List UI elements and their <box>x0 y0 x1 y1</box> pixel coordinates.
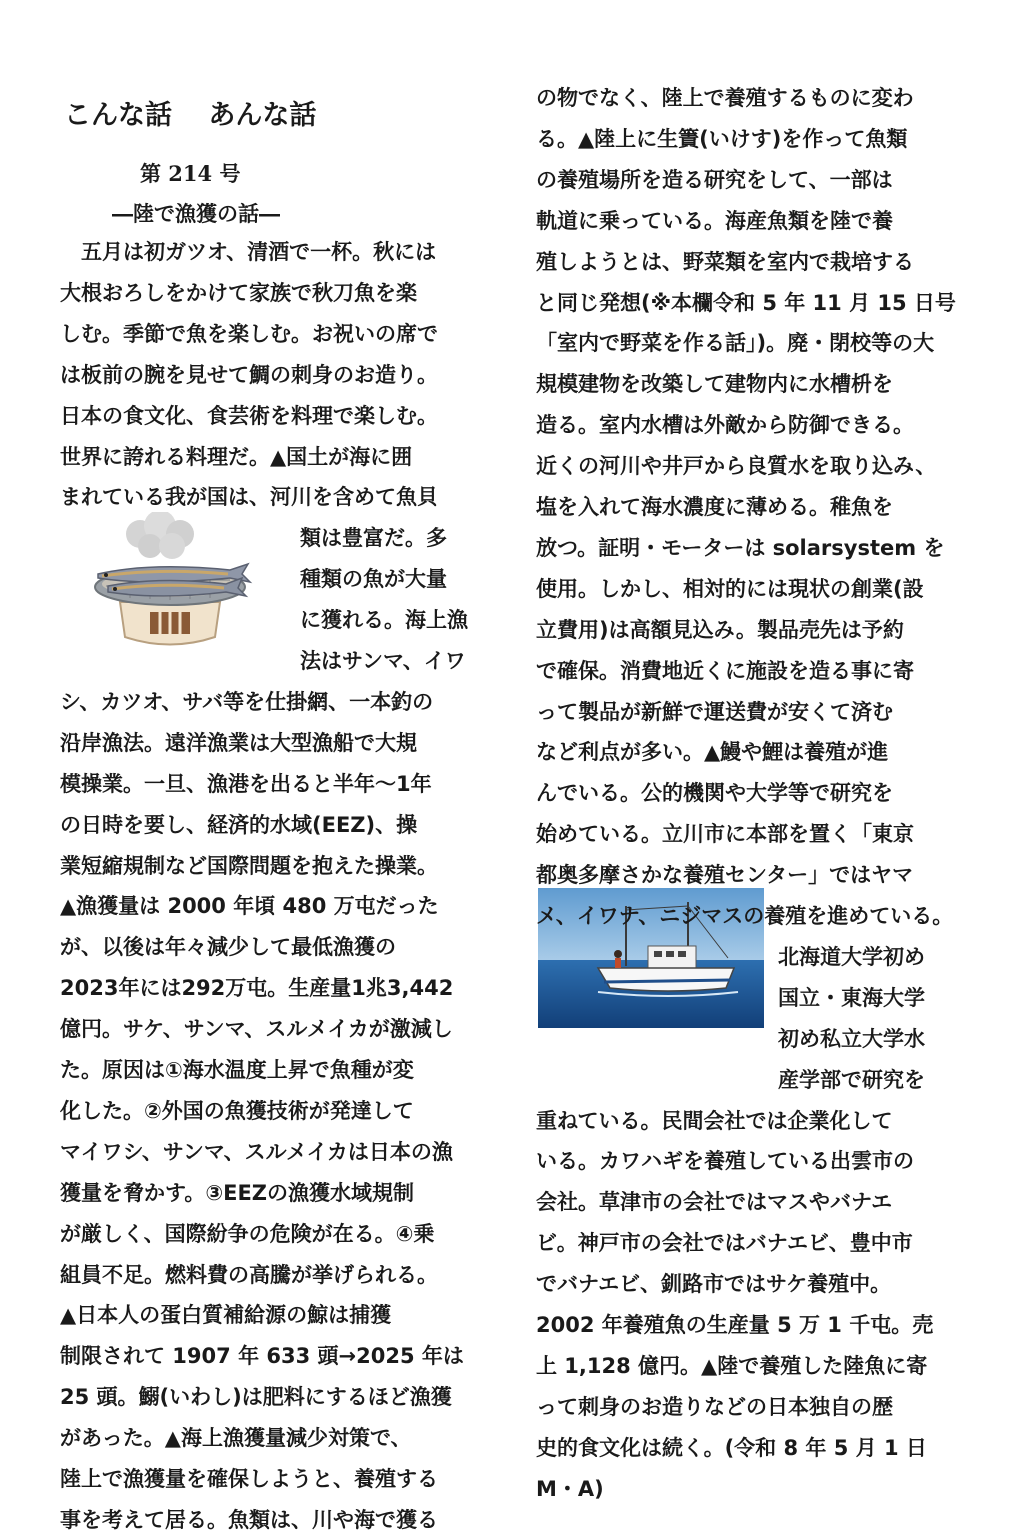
left-column-line: 五月は初ガツオ、清酒で一杯。秋には <box>60 240 437 264</box>
right-column-line: で確保。消費地近くに施設を造る事に寄 <box>536 658 914 683</box>
right-column-line: 都奥多摩さかな養殖センター」ではヤマ <box>536 863 914 888</box>
right-column-line: 会社。草津市の会社ではマスやバナエ <box>536 1190 893 1215</box>
left-column-line: が、以後は年々減少して最低漁獲の <box>60 935 396 960</box>
right-column-line: メ、イワナ、ニジマスの養殖を進めている。 <box>536 904 954 928</box>
left-column-line: 模操業。一旦、漁港を出ると半年～1年 <box>60 771 432 796</box>
left-column-line: 陸上で漁獲量を確保しようと、養殖する <box>60 1467 438 1491</box>
left-column-line: 類は豊富だ。多 <box>300 526 447 551</box>
left-column-line: マイワシ、サンマ、スルメイカは日本の漁 <box>60 1139 453 1164</box>
left-column-line: 世界に誇れる料理だ。▲国土が海に囲 <box>60 444 413 469</box>
right-column-line: 「室内で野菜を作る話」)。廃・閉校等の大 <box>536 331 935 356</box>
right-column-line: 史的食文化は続く。(令和 8 年 5 月 1 日 <box>536 1435 927 1460</box>
right-column-line: 北海道大学初め <box>778 944 925 969</box>
left-column-line: シ、カツオ、サバ等を仕掛網、一本釣の <box>60 689 434 714</box>
left-column-line: 化した。②外国の魚獲技術が発達して <box>60 1098 414 1123</box>
left-column-line: 種類の魚が大量 <box>300 567 447 592</box>
left-column-line: 法はサンマ、イワ <box>300 649 466 673</box>
left-column-line: が厳しく、国際紛争の危険が在る。④乗 <box>60 1221 435 1246</box>
right-column-line: など利点が多い。▲鰻や鯉は養殖が進 <box>536 740 889 765</box>
right-column-line: いる。カワハギを養殖している出雲市の <box>536 1149 914 1174</box>
right-column-line: 始めている。立川市に本部を置く「東京 <box>536 822 914 847</box>
right-column-line: 近くの河川や井戸から良質水を取り込み、 <box>536 454 937 479</box>
issue-number: 第 214 号 <box>140 161 241 186</box>
right-column-line: 産学部で研究を <box>778 1067 925 1092</box>
right-column-line: 規模建物を改築して建物内に水槽枡を <box>536 372 893 397</box>
left-column-line: に獲れる。海上漁 <box>300 608 468 633</box>
right-column-line: でバナエビ、釧路市ではサケ養殖中。 <box>536 1272 892 1297</box>
left-column-line: 日本の食文化、食芸術を料理で楽しむ。 <box>60 403 438 428</box>
right-column-line: 軌道に乗っている。海産魚類を陸で養 <box>536 208 893 233</box>
left-column-line: の日時を要し、経済的水域(EEZ)、操 <box>60 812 418 837</box>
right-column-line: M・A) <box>536 1476 604 1501</box>
column-title: こんな話 あんな話 <box>64 100 317 131</box>
left-column-line: 沿岸漁法。遠洋漁業は大型漁船で大規 <box>60 730 417 755</box>
right-column-line: 重ねている。民間会社では企業化して <box>536 1108 893 1133</box>
right-column-line: 使用。しかし、相対的には現状の創業(設 <box>536 576 924 601</box>
left-column-line: しむ。季節で魚を楽しむ。お祝いの席で <box>60 321 438 346</box>
right-column-line: 上 1,128 億円。▲陸で養殖した陸魚に寄 <box>536 1353 928 1378</box>
left-column-line: まれている我が国は、河川を含めて魚貝 <box>60 485 438 510</box>
right-column-line: 放つ。証明・モーターは solarsystem を <box>536 535 945 560</box>
right-column-line: って刺身のお造りなどの日本独自の歴 <box>536 1394 893 1419</box>
left-column-line: は板前の腕を見せて鯛の刺身のお造り。 <box>60 362 438 387</box>
article-subtitle: ―陸で漁獲の話― <box>112 201 280 226</box>
left-column-line: 大根おろしをかけて家族で秋刀魚を楽 <box>60 280 417 305</box>
right-column-line: と同じ発想(※本欄令和 5 年 11 月 15 日号 <box>536 290 956 315</box>
right-column-line: 国立・東海大学 <box>778 985 925 1010</box>
grilled-fish-illustration <box>80 512 260 652</box>
right-column-line: んでいる。公的機関や大学等で研究を <box>536 781 893 806</box>
left-column-line: 組員不足。燃料費の高騰が挙げられる。 <box>60 1262 438 1287</box>
grill-icon <box>80 512 260 652</box>
right-column-line: 殖しようとは、野菜類を室内で栽培する <box>536 249 914 274</box>
left-column-line: 業短縮規制など国際問題を抱えた操業。 <box>60 853 438 878</box>
left-column-line: 億円。サケ、サンマ、スルメイカが激減し <box>60 1017 453 1042</box>
left-column-line: ▲漁獲量は 2000 年頃 480 万屯だった <box>60 894 439 919</box>
right-column-line: る。▲陸上に生簀(いけす)を作って魚類 <box>536 126 908 151</box>
left-column-line: 制限されて 1907 年 633 頭→2025 年は <box>60 1344 464 1369</box>
left-column-line: があった。▲海上漁獲量減少対策で、 <box>60 1426 412 1451</box>
right-column-line: の養殖場所を造る研究をして、一部は <box>536 167 893 192</box>
left-column-line: ▲日本人の蛋白質補給源の鯨は捕獲 <box>60 1303 392 1328</box>
right-column-line: 初め私立大学水 <box>778 1026 925 1051</box>
left-column-line: 事を考えて居る。魚類は、川や海で獲る <box>60 1507 438 1532</box>
right-column-line: 2002 年養殖魚の生産量 5 万 1 千屯。売 <box>536 1313 934 1337</box>
left-column-line: 25 頭。鰯(いわし)は肥料にするほど漁獲 <box>60 1385 452 1410</box>
right-column-line: の物でなく、陸上で養殖するものに変わ <box>536 86 914 110</box>
right-column-line: って製品が新鮮で運送費が安くて済む <box>536 699 893 724</box>
left-column-line: 2023年には292万屯。生産量1兆3,442 <box>60 976 454 1001</box>
right-column-line: 塩を入れて海水濃度に薄める。稚魚を <box>536 495 893 519</box>
left-column-line: た。原因は①海水温度上昇で魚種が変 <box>60 1058 414 1082</box>
right-column-line: ビ。神戸市の会社ではバナエビ、豊中市 <box>536 1231 913 1256</box>
left-column-line: 獲量を脅かす。③EEZの漁獲水域規制 <box>60 1180 415 1205</box>
right-column-line: 立費用)は高額見込み。製品売先は予約 <box>536 617 904 642</box>
right-column-line: 造る。室内水槽は外敵から防御できる。 <box>536 413 914 438</box>
